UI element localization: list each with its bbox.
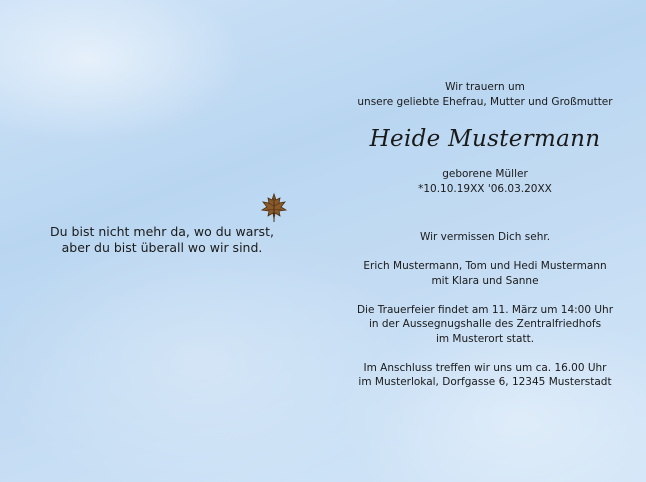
header-line-1: Wir trauern um	[445, 81, 525, 93]
family-line-1: Erich Mustermann, Tom und Hedi Mustermann	[363, 260, 607, 272]
announcement-text	[355, 80, 615, 390]
maiden-name: geborene Müller	[442, 168, 528, 180]
quote-line-2: aber du bist überall wo wir sind.	[61, 240, 263, 255]
memorial-quote	[40, 224, 284, 256]
maple-leaf-icon	[260, 192, 288, 224]
deceased-name: Heide Mustermann	[369, 126, 601, 152]
ceremony-line-1: Die Trauerfeier findet am 11. März um 14:00 Uhr	[356, 303, 614, 316]
ceremony-line-2: in der Aussegnugshalle des Zentralfriedhofs	[368, 318, 602, 330]
message: Wir vermissen Dich sehr.	[419, 231, 551, 243]
life-dates: *10.10.19XX '06.03.20XX	[418, 182, 552, 195]
reception-line-1: Im Anschluss treffen wir uns um ca. 16.00 Uhr	[363, 361, 607, 374]
ceremony-line-3: im Musterort statt.	[435, 332, 535, 345]
quote-line-1: Du bist nicht mehr da, wo du warst,	[50, 224, 274, 239]
header-line-2: unsere geliebte Ehefrau, Mutter und Großmutter	[357, 95, 613, 108]
family-line-2: mit Klara und Sanne	[431, 274, 539, 287]
reception-line-2: im Musterlokal, Dorfgasse 6, 12345 Musterstadt	[358, 376, 612, 388]
